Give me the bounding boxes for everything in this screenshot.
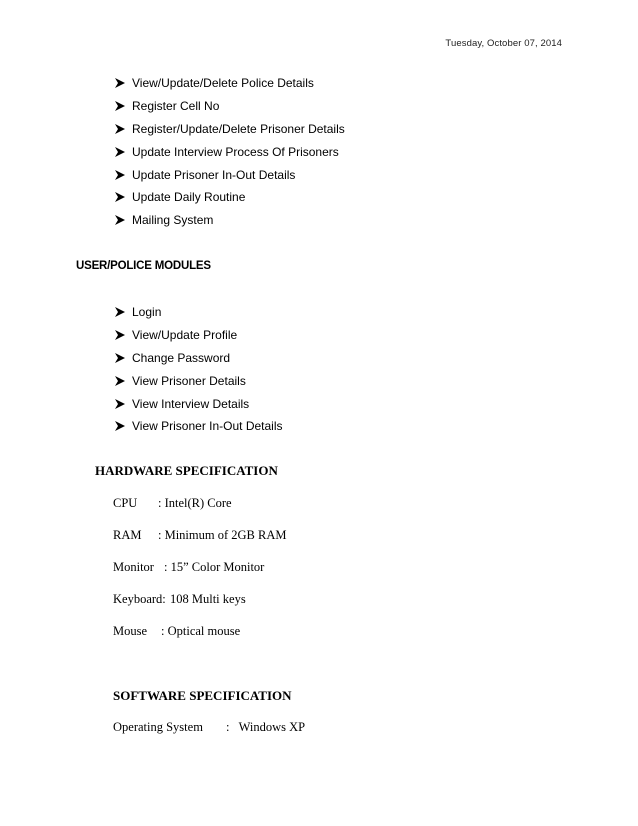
- list-item: [114, 392, 283, 415]
- list-item-label: View Interview Details: [132, 396, 250, 411]
- list-item-label: Update Prisoner In-Out Details: [132, 167, 296, 182]
- list-item-label: Change Password: [132, 350, 231, 365]
- arrowhead-bullet-icon: [114, 352, 126, 364]
- list-item: [114, 324, 283, 347]
- list-item: [114, 347, 283, 370]
- admin-module-list: [114, 72, 345, 232]
- list-item-label: Mailing System: [132, 213, 214, 228]
- arrowhead-bullet-icon: [114, 100, 126, 112]
- spec-value: : Intel(R) Core: [158, 496, 232, 510]
- user-module-list: [114, 301, 283, 438]
- spec-ram: [113, 528, 287, 543]
- list-item: [114, 72, 345, 95]
- list-item-label: Register Cell No: [132, 99, 220, 114]
- arrowhead-bullet-icon: [114, 191, 126, 203]
- list-item: [114, 95, 345, 118]
- arrowhead-bullet-icon: [114, 306, 126, 318]
- spec-value: : Windows XP: [226, 720, 306, 734]
- list-item: [114, 209, 345, 232]
- list-item-label: View Prisoner Details: [132, 373, 246, 388]
- arrowhead-bullet-icon: [114, 214, 126, 226]
- list-item-label: View/Update Profile: [132, 328, 238, 343]
- spec-label: CPU: [113, 496, 138, 510]
- list-item-label: Register/Update/Delete Prisoner Details: [132, 121, 345, 136]
- spec-mouse: [113, 624, 240, 639]
- software-heading: SOFTWARE SPECIFICATION: [113, 688, 292, 703]
- spec-value: : 15” Color Monitor: [164, 560, 265, 574]
- list-item: [114, 186, 345, 209]
- arrowhead-bullet-icon: [114, 77, 126, 89]
- spec-value: : Optical mouse: [161, 624, 241, 638]
- list-item: [114, 301, 283, 324]
- list-item-label: Update Daily Routine: [132, 190, 246, 205]
- arrowhead-bullet-icon: [114, 146, 126, 158]
- spec-value: : Minimum of 2GB RAM: [158, 528, 287, 542]
- spec-label: Operating System: [113, 720, 203, 734]
- arrowhead-bullet-icon: [114, 123, 126, 135]
- list-item-label: View Prisoner In-Out Details: [132, 419, 283, 434]
- spec-cpu: [113, 496, 232, 511]
- spec-value: 108 Multi keys: [170, 592, 246, 606]
- list-item-label: Update Interview Process Of Prisoners: [132, 144, 339, 159]
- arrowhead-bullet-icon: [114, 169, 126, 181]
- list-item: [114, 140, 345, 163]
- arrowhead-bullet-icon: [114, 398, 126, 410]
- spec-label: RAM: [113, 528, 142, 542]
- arrowhead-bullet-icon: [114, 375, 126, 387]
- arrowhead-bullet-icon: [114, 420, 126, 432]
- spec-os: [113, 720, 305, 735]
- list-item-label: Login: [132, 305, 162, 320]
- hardware-heading: HARDWARE SPECIFICATION: [95, 463, 278, 478]
- arrowhead-bullet-icon: [114, 329, 126, 341]
- list-item: [114, 118, 345, 141]
- list-item: [114, 369, 283, 392]
- spec-label: Keyboard:: [113, 592, 166, 606]
- list-item: [114, 163, 345, 186]
- user-module-heading: USER/POLICE MODULES: [76, 260, 211, 272]
- list-item-label: View/Update/Delete Police Details: [132, 76, 314, 91]
- list-item: [114, 415, 283, 438]
- spec-label: Mouse: [113, 624, 148, 638]
- spec-label: Monitor: [113, 560, 154, 574]
- spec-monitor: [113, 560, 264, 575]
- header-date: Tuesday, October 07, 2014: [445, 38, 562, 49]
- spec-keyboard: [113, 592, 246, 607]
